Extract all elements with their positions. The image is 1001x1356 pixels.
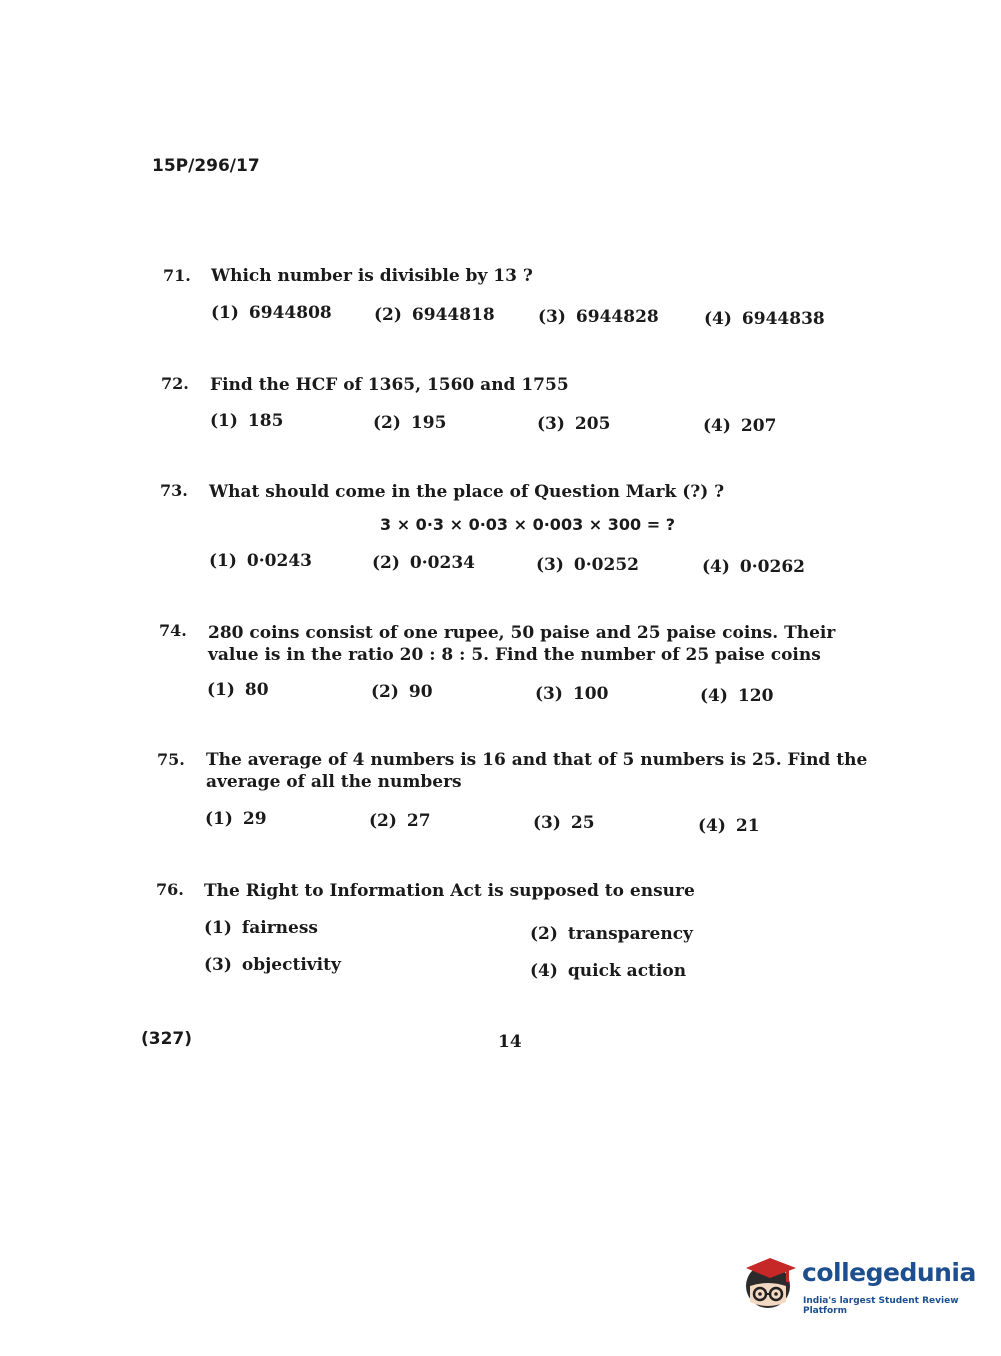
option-2: (2) 6944818: [374, 305, 495, 325]
option-1: (1) 29: [205, 809, 267, 829]
option-3: (3) 0·0252: [536, 555, 639, 575]
option-3: (3) 25: [533, 813, 595, 833]
question-number: 75.: [157, 750, 185, 769]
collegedunia-logo: [740, 1250, 976, 1320]
question-equation: 3 × 0·3 × 0·03 × 0·003 × 300 = ?: [380, 515, 675, 534]
question-text: What should come in the place of Question Mark (?) ?: [209, 482, 725, 502]
question-text: Which number is divisible by 13 ?: [211, 266, 533, 286]
option-4: (4) 21: [698, 816, 760, 836]
question-text: The average of 4 numbers is 16 and that of 5 numbers is 25. Find the average of all the numbers: [206, 750, 868, 792]
option-2: (2) 27: [369, 811, 431, 831]
question-text: The Right to Information Act is supposed to ensure: [204, 881, 695, 901]
option-4: (4) 0·0262: [702, 557, 805, 577]
question-number: 73.: [160, 481, 188, 500]
option-1: (1) 0·0243: [209, 551, 312, 571]
option-1: (1) 185: [210, 411, 284, 431]
page-number: 14: [498, 1032, 522, 1052]
option-2: (2) transparency: [530, 924, 693, 944]
logo-tagline: India's largest Student Review Platform: [803, 1296, 959, 1316]
option-2: (2) 90: [371, 682, 433, 702]
option-2: (2) 0·0234: [372, 553, 475, 573]
option-4: (4) 207: [703, 416, 777, 436]
question-number: 74.: [159, 621, 187, 640]
option-3: (3) 6944828: [538, 307, 659, 327]
question-text: Find the HCF of 1365, 1560 and 1755: [210, 375, 569, 395]
question-number: 76.: [156, 880, 184, 899]
option-1: (1) 80: [207, 680, 269, 700]
option-2: (2) 195: [373, 413, 447, 433]
option-4: (4) 120: [700, 686, 774, 706]
option-4: (4) quick action: [530, 961, 687, 981]
option-1: (1) fairness: [204, 918, 318, 938]
student-mascot-icon: [740, 1250, 800, 1312]
option-3: (3) objectivity: [204, 955, 341, 975]
paper-code: 15P/296/17: [152, 156, 260, 176]
logo-name: collegedunia: [802, 1258, 976, 1287]
option-3: (3) 205: [537, 414, 611, 434]
footer-code: (327): [141, 1029, 193, 1049]
option-4: (4) 6944838: [704, 309, 825, 329]
question-number: 72.: [161, 374, 189, 393]
option-1: (1) 6944808: [211, 303, 332, 323]
question-number: 71.: [163, 266, 191, 285]
option-3: (3) 100: [535, 684, 609, 704]
question-text: 280 coins consist of one rupee, 50 paise and 25 paise coins. Their value is in the ratio 20 : 8 : 5. Find the number of 25 paise coins: [208, 623, 836, 665]
